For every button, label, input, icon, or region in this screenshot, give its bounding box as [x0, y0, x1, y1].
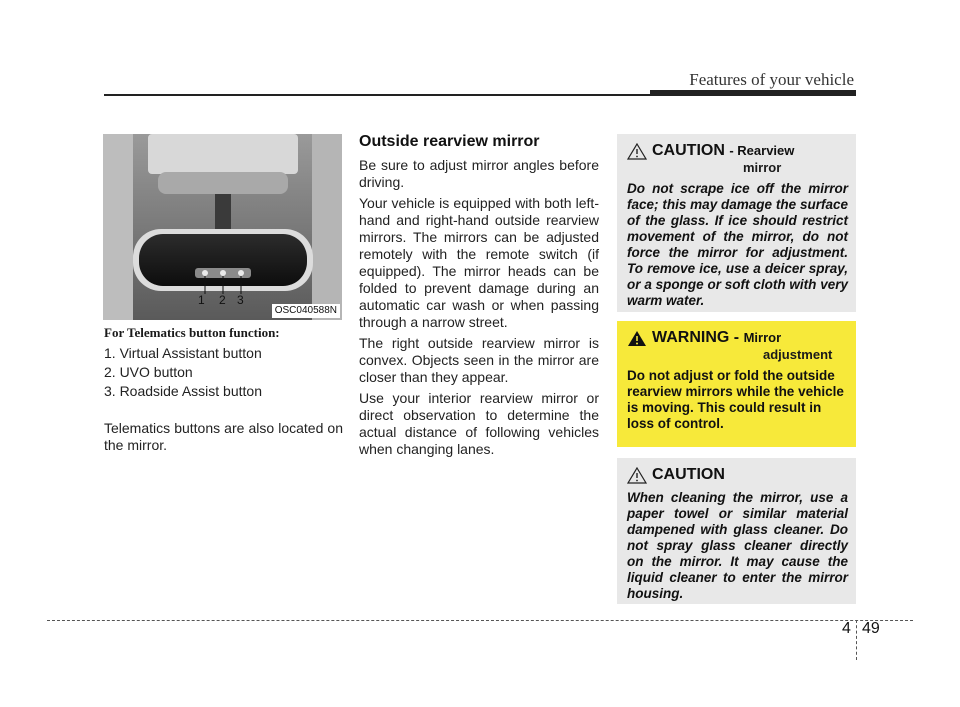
- warning-subtitle-cont: adjustment: [763, 347, 833, 362]
- list-item: 3. Roadside Assist button: [104, 383, 262, 399]
- warning-subtitle: Mirror: [743, 330, 782, 345]
- paragraph: The right outside rearview mirror is convex. Objects seen in the mirror are closer than they appear.: [359, 335, 599, 385]
- caution-box-rearview: [617, 134, 856, 312]
- caution-body: When cleaning the mirror, use a paper towel or similar material dampened with glass cleaner. Do not spray glass cleaner directly on the mirror. It may cause the liquid cleaner to enter the mirror housing.: [627, 490, 848, 601]
- paragraph: Your vehicle is equipped with both left-hand and right-hand outside rearview mirrors. The mirrors can be adjusted remotely with the remote switch (if equipped). The mirror heads can be folded to prevent damage during an automatic car wash or when passing through a narrow street.: [359, 195, 599, 330]
- caution-title: CAUTION: [652, 142, 725, 159]
- caution-body: Do not scrape ice off the mirror face; this may damage the surface of the glass. If ice should restrict movement of the mirror, do not force the mirror for adjustment. To remove ice, use a deicer spray, or a sponge or soft cloth with very warm water.: [627, 181, 848, 308]
- warning-body: Do not adjust or fold the outside rearview mirrors while the vehicle is moving. This could result in loss of control.: [627, 368, 844, 431]
- list-item: 1. Virtual Assistant button: [104, 345, 262, 361]
- warning-title: WARNING -: [652, 329, 740, 346]
- figure-caption: For Telematics button function:: [104, 325, 280, 340]
- caution-subtitle-cont: mirror: [743, 160, 782, 175]
- caution-title: CAUTION: [652, 466, 725, 483]
- paragraph: Use your interior rearview mirror or direct observation to determine the actual distance of following vehicles when changing lanes.: [359, 390, 599, 457]
- header-accent-bar: [650, 90, 856, 96]
- page-number: 49: [862, 620, 880, 637]
- mirror-figure: [103, 134, 342, 320]
- callout-1: 1: [198, 293, 205, 307]
- button-list: [104, 345, 344, 402]
- section-number: 4: [842, 620, 851, 637]
- callout-3: 3: [237, 293, 244, 307]
- warning-box-mirror-adjustment: [617, 321, 856, 447]
- header-title: Features of your vehicle: [689, 70, 854, 89]
- callout-2: 2: [219, 293, 226, 307]
- caution-triangle-icon: [627, 467, 647, 484]
- caution-box-cleaning: [617, 458, 856, 604]
- footer-rule: [47, 620, 913, 621]
- page-divider: [856, 620, 857, 660]
- section-heading: Outside rearview mirror: [359, 133, 540, 150]
- middle-column: [359, 157, 599, 462]
- caution-triangle-icon: [627, 143, 647, 160]
- list-item: 2. UVO button: [104, 364, 193, 380]
- figure-code: OSC040588N: [272, 304, 340, 318]
- caution-subtitle: - Rearview: [729, 143, 795, 158]
- paragraph: Be sure to adjust mirror angles before driving.: [359, 157, 599, 190]
- telematics-note: Telematics buttons are also located on the mirror.: [104, 420, 343, 453]
- warning-triangle-icon: [627, 330, 647, 347]
